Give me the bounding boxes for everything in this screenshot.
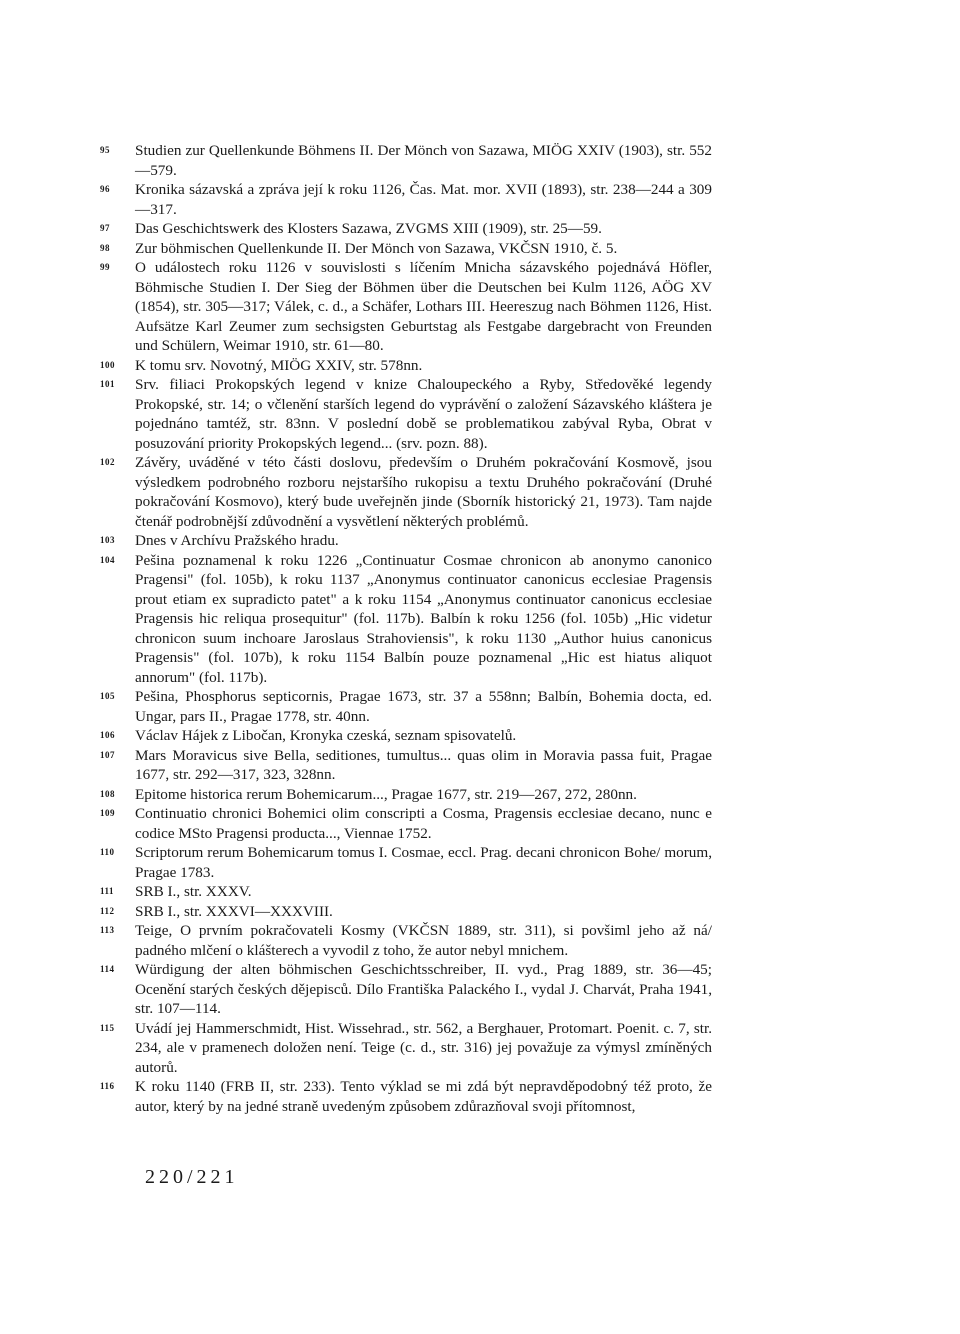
footnote xyxy=(100,785,712,805)
footnote xyxy=(100,726,712,746)
footnote-number: 102 xyxy=(100,457,115,467)
footnote-number: 99 xyxy=(100,262,110,272)
footnote-text: Srv. filiaci Prokopských legend v knize Chaloupeckého a Ryby, Středověké legendy Prokopské, str. 14; o včlenění starších legend do vyprávění o založení Sázavského kláštera je pojednáno tamtéž, str. 83nn. V poslední době se problematikou zabýval Ryba, Obrat v posuzování priority Prokopských legend... (srv. pozn. 88). xyxy=(135,376,712,452)
footnote xyxy=(100,843,712,882)
footnote xyxy=(100,219,712,239)
footnote xyxy=(100,1077,712,1116)
footnote xyxy=(100,239,712,259)
footnote xyxy=(100,882,712,902)
footnote-text: Das Geschichtswerk des Klosters Sazawa, ZVGMS XIII (1909), str. 25—59. xyxy=(135,220,602,237)
footnote xyxy=(100,375,712,453)
footnote-number: 96 xyxy=(100,184,110,194)
footnote-number: 97 xyxy=(100,223,110,233)
footnote-number: 105 xyxy=(100,691,115,701)
footnote-text: Würdigung der alten böhmischen Geschichtsschreiber, II. vyd., Prag 1889, str. 36—45; Ocenění starých českých dějepisců. Dílo Františka Palackého I., vydal J. Charvát, Praha 1941, str. 107—114. xyxy=(135,961,712,1017)
footnote xyxy=(100,687,712,726)
footnote-number: 113 xyxy=(100,925,115,935)
footnote-text: SRB I., str. XXXV. xyxy=(135,883,252,900)
footnote xyxy=(100,551,712,688)
footnote xyxy=(100,921,712,960)
footnote xyxy=(100,960,712,1019)
footnote-number: 100 xyxy=(100,359,115,370)
footnote xyxy=(100,356,712,376)
footnote-number: 115 xyxy=(100,1022,115,1033)
footnote-text: K tomu srv. Novotný, MIÖG XXIV, str. 578nn. xyxy=(135,356,423,374)
footnote-text: Kronika sázavská a zpráva její k roku 1126, Čas. Mat. mor. XVII (1893), str. 238—244 a 309—317. xyxy=(135,181,712,218)
footnote-text: Zur böhmischen Quellenkunde II. Der Mönch von Sazawa, VKČSN 1910, č. 5. xyxy=(135,239,618,257)
footnote-number: 116 xyxy=(100,1081,115,1091)
footnote-number: 107 xyxy=(100,749,115,760)
footnote-text: Epitome historica rerum Bohemicarum..., Pragae 1677, str. 219—267, 272, 280nn. xyxy=(135,785,637,803)
footnote-number: 103 xyxy=(100,535,115,545)
footnote-text: Pešina, Phosphorus septicornis, Pragae 1673, str. 37 a 558nn; Balbín, Bohemia docta, ed. Ungar, pars II., Pragae 1778, str. 40nn. xyxy=(135,688,712,725)
footnote xyxy=(100,746,712,785)
footnote xyxy=(100,258,712,356)
footnote-number: 101 xyxy=(100,379,115,389)
footnote xyxy=(100,902,712,922)
footnote xyxy=(100,531,712,551)
footnotes-list xyxy=(100,141,712,1116)
footnote-text: O událostech roku 1126 v souvislosti s líčením Mnicha sázavského pojednává Höfler, Böhmische Studien I. Der Sieg der Böhmen über die Deutschen bei Kulm 1126, AÖG XV (1854), str. 305—317; Válek, c. d., a Schäfer, Lothars III. Heereszug nach Böhmen 1126, Hist. Aufsätze Karl Zeumer zum sechsigsten Geburtstag als Festgabe dargebracht von Freunden und Schülern, Weimar 1910, str. 61—80. xyxy=(135,259,712,354)
footnote-text: Teige, O prvním pokračovateli Kosmy (VKČSN 1889, str. 311), si povšiml jeho až ná/ padného mlčení o klášterech a vyvodil z toho, že autor nebyl mnichem. xyxy=(135,922,712,959)
footnote-number: 114 xyxy=(100,964,115,974)
footnote xyxy=(100,180,712,219)
footnote-number: 109 xyxy=(100,808,115,818)
footnote-text: Václav Hájek z Libočan, Kronyka czeská, seznam spisovatelů. xyxy=(135,727,517,744)
page-number: 220/221 xyxy=(145,1166,239,1188)
footnote-number: 95 xyxy=(100,145,110,155)
footnote xyxy=(100,1019,712,1078)
footnote-text: Závěry, uváděné v této části doslovu, především o Druhém pokračování Kosmově, jsou výsledkem podrobného rozboru nejstaršího rukopisu a textu Druhého pokračování (Druhé pokračování Kosmovo), který bude uveřejněn jinde (Sborník historický 21, 1973). Tam najde čtenář podrobnější zdůvodnění a vysvětlení některých problémů. xyxy=(135,454,712,530)
footnote xyxy=(100,804,712,843)
footnote-number: 110 xyxy=(100,847,115,857)
footnote-number: 111 xyxy=(100,886,115,896)
footnote-number: 104 xyxy=(100,554,115,565)
footnote-text: K roku 1140 (FRB II, str. 233). Tento výklad se mi zdá být nepravděpodobný též proto, že autor, který by na jedné straně uvedeným způsobem zdůrazňoval svoji přítomnost, xyxy=(135,1078,712,1115)
footnote-text: Mars Moravicus sive Bella, seditiones, tumultus... quas olim in Moravia passa fuit, Pragae 1677, str. 292—317, 323, 328nn. xyxy=(135,746,712,783)
footnote-number: 98 xyxy=(100,242,110,253)
footnote-number: 108 xyxy=(100,788,115,799)
footnote-text: Studien zur Quellenkunde Böhmens II. Der Mönch von Sazawa, MIÖG XXIV (1903), str. 552—579. xyxy=(135,142,712,179)
footnote-text: Continuatio chronici Bohemici olim conscripti a Cosma, Pragensis ecclesiae decano, nunc e codice MSto Pragensi producta..., Viennae 1752. xyxy=(135,805,712,842)
footnote-text: Scriptorum rerum Bohemicarum tomus I. Cosmae, eccl. Prag. decani chronicon Bohe/ morum, Pragae 1783. xyxy=(135,844,712,881)
footnote-text: Pešina poznamenal k roku 1226 „Continuatur Cosmae chronicon ab anonymo canonico Pragensi" (fol. 105b), k roku 1137 „Anonymus continuator canonicus ecclesiae Pragensis prout etiam ex supradicto patet" a k roku 1154 „Anonymus continuator canonicus ecclesiae Pragensis hic reliqua prosequitur" (fol. 117b). Balbín k roku 1256 (fol. 105b) „Hic videtur chronicon suum inchoare Jaroslaus Strahoviensis", k roku 1130 „Author huius canonicus Pragensis" (fol. 107b), k roku 1154 Balbín pouze poznamenal „Hic est hiatus aliquot annorum" (fol. 117b). xyxy=(135,551,712,686)
footnote-number: 112 xyxy=(100,905,115,916)
footnote-number: 106 xyxy=(100,730,115,740)
footnote-text: SRB I., str. XXXVI—XXXVIII. xyxy=(135,902,333,920)
footnote-text: Uvádí jej Hammerschmidt, Hist. Wissehrad., str. 562, a Berghauer, Protomart. Poenit. c. 7, str. 234, ale v pramenech doložen není. Teige (c. d., str. 316) jej považuje za výmysl zmíněných autorů. xyxy=(135,1019,712,1076)
footnote xyxy=(100,141,712,180)
footnote-text: Dnes v Archívu Pražského hradu. xyxy=(135,532,339,549)
footnote xyxy=(100,453,712,531)
